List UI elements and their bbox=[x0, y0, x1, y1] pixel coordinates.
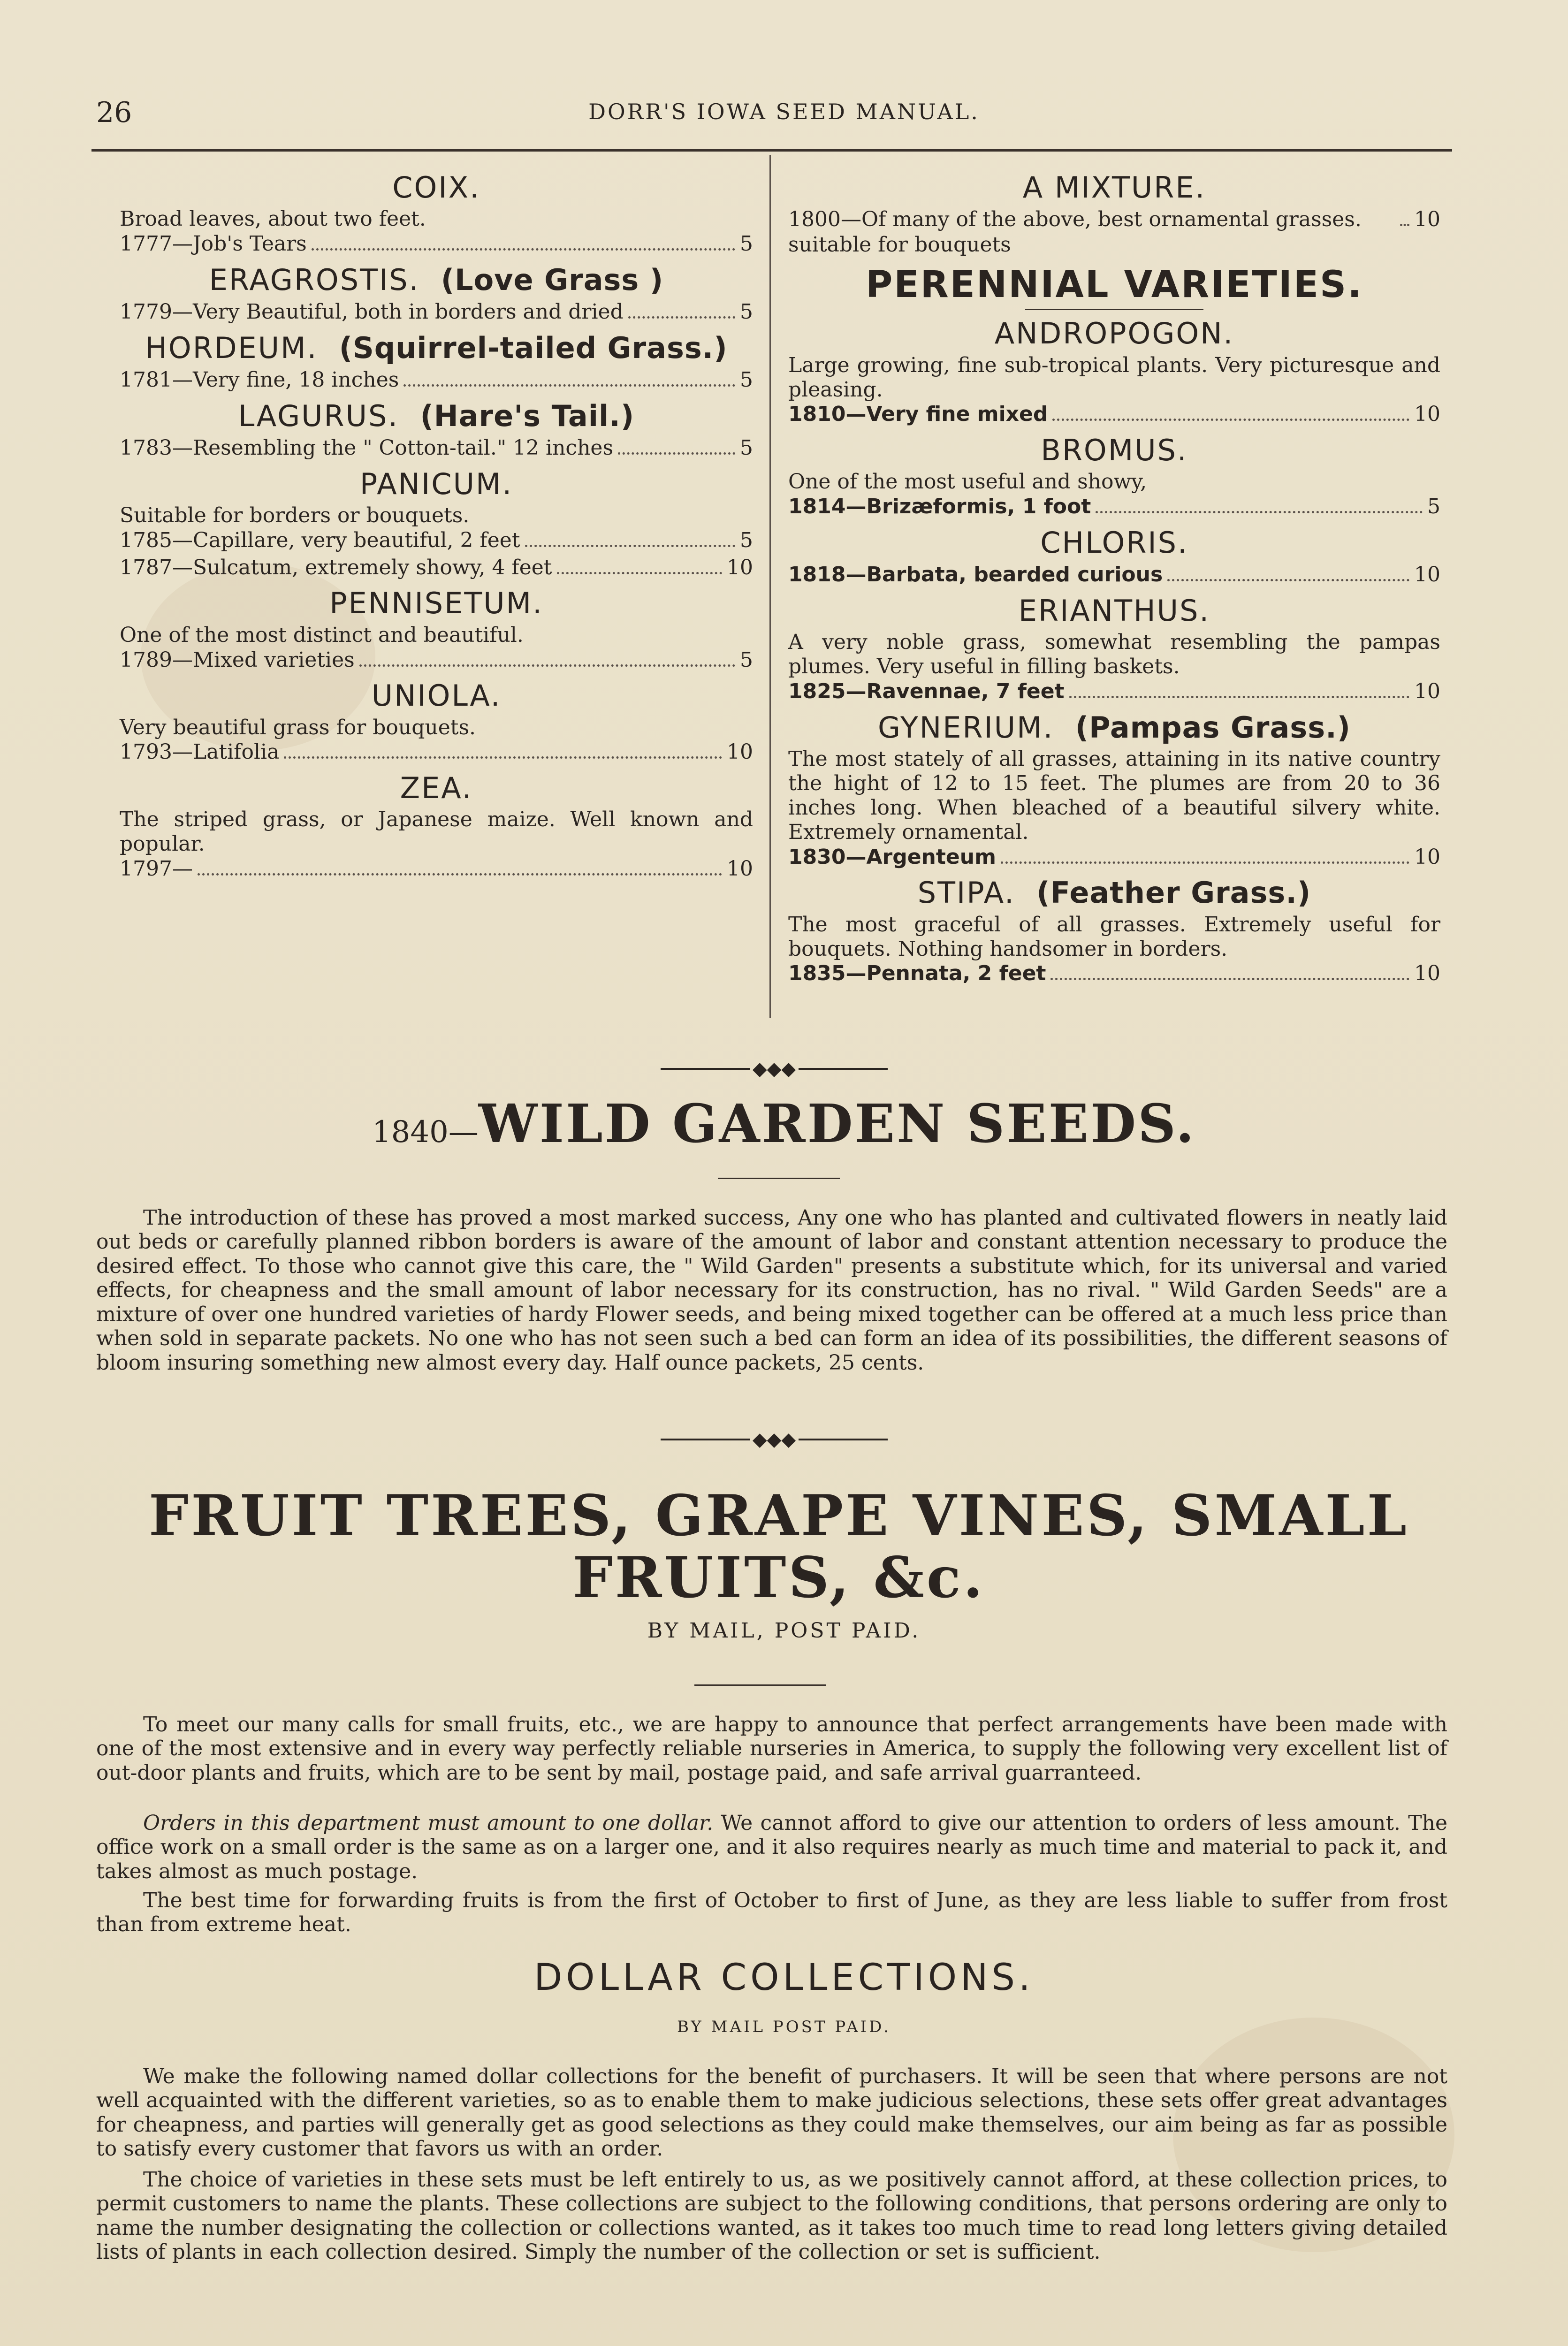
header-rule bbox=[91, 149, 1452, 152]
item-price: 5 bbox=[740, 528, 753, 552]
genus-heading bbox=[788, 711, 1440, 744]
genus-description: The most graceful of all grasses. Extremely useful for bouquets. Nothing handsomer in borders. bbox=[788, 912, 1440, 961]
item-price: 10 bbox=[1414, 845, 1440, 869]
genus-heading: ANDROPOGON. bbox=[994, 316, 1234, 351]
genus-name: LAGURUS. bbox=[238, 398, 399, 433]
genus-heading bbox=[120, 399, 753, 433]
genus-heading: BROMUS. bbox=[1041, 433, 1188, 468]
item-price: 10 bbox=[727, 857, 753, 881]
leader-dots bbox=[1400, 224, 1409, 226]
genus-common-name: (Squirrel-tailed Grass.) bbox=[339, 330, 728, 365]
item-price: 10 bbox=[1414, 961, 1440, 986]
leader-dots bbox=[284, 756, 722, 759]
item-price: 10 bbox=[727, 740, 753, 764]
wild-garden-heading bbox=[0, 1093, 1568, 1155]
item-price: 10 bbox=[727, 555, 753, 579]
item-text: 1835—Pennata, 2 feet bbox=[788, 961, 1046, 986]
item-price: 10 bbox=[1414, 402, 1440, 427]
item-price: 5 bbox=[740, 232, 753, 256]
dollar-subtitle: BY MAIL POST PAID. bbox=[677, 2018, 891, 2036]
seed-item bbox=[788, 207, 1440, 257]
item-price: 10 bbox=[1414, 679, 1440, 704]
page-number: 26 bbox=[96, 96, 132, 129]
genus-description: One of the most distinct and beautiful. bbox=[120, 623, 524, 647]
section-rule bbox=[718, 1178, 840, 1179]
column-divider bbox=[769, 155, 771, 1018]
seed-item bbox=[120, 856, 753, 882]
running-title: DORR'S IOWA SEED MANUAL. bbox=[588, 99, 980, 124]
item-text: 1800—Of many of the above, best ornamental grasses. suitable for bouquets bbox=[788, 207, 1362, 257]
ornament-diamonds: ◆◆◆ bbox=[752, 1429, 796, 1450]
leader-dots bbox=[557, 572, 723, 574]
genus-heading: A MIXTURE. bbox=[1022, 170, 1206, 205]
genus-description: Large growing, fine sub-tropical plants. Very picturesque and pleasing. bbox=[788, 353, 1440, 402]
leader-dots bbox=[628, 316, 735, 319]
right-column bbox=[788, 164, 1440, 988]
leader-dots bbox=[312, 248, 735, 251]
seed-item bbox=[120, 231, 753, 257]
seed-item bbox=[120, 367, 753, 393]
leader-dots bbox=[525, 545, 735, 547]
ornament-line bbox=[661, 1068, 750, 1070]
item-text: 1779—Very Beautiful, both in borders and dried bbox=[120, 300, 624, 324]
ornament-diamonds: ◆◆◆ bbox=[752, 1058, 796, 1080]
item-text: 1825—Ravennae, 7 feet bbox=[788, 679, 1065, 704]
fruit-subtitle: BY MAIL, POST PAID. bbox=[647, 1619, 921, 1643]
genus-common-name: (Feather Grass.) bbox=[1036, 876, 1311, 910]
item-price: 10 bbox=[1414, 563, 1440, 587]
item-text: 1818—Barbata, bearded curious bbox=[788, 563, 1163, 587]
leader-dots bbox=[1069, 696, 1409, 698]
item-text: 1810—Very fine mixed bbox=[788, 402, 1048, 427]
genus-name: HORDEUM. bbox=[145, 330, 318, 365]
genus-common-name: (Hare's Tail.) bbox=[420, 398, 635, 433]
genus-heading: PANICUM. bbox=[359, 466, 513, 501]
item-text: 1789—Mixed varieties bbox=[120, 647, 355, 672]
genus-common-name: (Pampas Grass.) bbox=[1075, 710, 1351, 745]
seed-item bbox=[788, 845, 1440, 870]
item-text: 1814—Brizæformis, 1 foot bbox=[788, 495, 1091, 519]
item-price: 5 bbox=[1427, 495, 1440, 519]
ornament-divider bbox=[643, 1058, 906, 1080]
leader-dots bbox=[1052, 419, 1409, 421]
genus-common-name: (Love Grass ) bbox=[441, 262, 664, 297]
leader-dots bbox=[1167, 579, 1409, 581]
genus-description: A very noble grass, somewhat resembling the pampas plumes. Very useful in filling baskets. bbox=[788, 630, 1440, 679]
leader-dots bbox=[1001, 861, 1409, 864]
seed-item bbox=[120, 299, 753, 325]
fruit-paragraph-2 bbox=[96, 1811, 1447, 1883]
genus-heading bbox=[120, 331, 753, 365]
fruit-title: FRUIT TREES, GRAPE VINES, SMALL FRUITS, &c. bbox=[148, 1483, 1409, 1611]
seed-item bbox=[788, 402, 1440, 427]
dollar-title: DOLLAR COLLECTIONS. bbox=[534, 1957, 1034, 1999]
seed-item bbox=[788, 679, 1440, 704]
seed-item bbox=[788, 494, 1440, 519]
genus-description: The most stately of all grasses, attaining in its native country the hight of 12 to 15 feet. The plumes are from 20 to 36 inches long. When bleached of a beautiful silvery white. Extremely ornamental. bbox=[788, 747, 1440, 844]
seed-item bbox=[788, 961, 1440, 986]
dollar-paragraph-1: We make the following named dollar collections for the benefit of purchasers. It will be seen that where persons are not well acquainted with the different varieties, so as to enable them to make judicious selections, these sets offer great advantages for cheapness, and parties will generally get as good selections as they could make themselves, our aim being as far as possible to satisfy every customer that favors us with an order. bbox=[96, 2064, 1447, 2161]
seed-item bbox=[120, 528, 753, 553]
leader-dots bbox=[1050, 978, 1409, 980]
item-price: 5 bbox=[740, 436, 753, 460]
genus-heading: COIX. bbox=[392, 170, 480, 205]
genus-description: Suitable for borders or bouquets. bbox=[120, 503, 470, 528]
wild-garden-title: WILD GARDEN SEEDS. bbox=[478, 1093, 1196, 1155]
genus-description: One of the most useful and showy, bbox=[788, 470, 1147, 494]
seed-item bbox=[788, 562, 1440, 587]
perennial-heading: PERENNIAL VARIETIES. bbox=[866, 263, 1363, 306]
leader-dots bbox=[1096, 511, 1423, 513]
item-text: 1793—Latifolia bbox=[120, 740, 280, 764]
left-column bbox=[120, 164, 753, 884]
leader-dots bbox=[359, 664, 735, 667]
item-text: 1787—Sulcatum, extremely showy, 4 feet bbox=[120, 555, 552, 579]
section-rule bbox=[1025, 309, 1203, 310]
genus-name: STIPA. bbox=[917, 876, 1015, 910]
item-price: 5 bbox=[740, 300, 753, 324]
seed-item bbox=[120, 555, 753, 580]
item-text: 1781—Very fine, 18 inches bbox=[120, 368, 399, 392]
seed-item bbox=[120, 435, 753, 461]
leader-dots bbox=[618, 452, 735, 455]
ornament-line bbox=[799, 1068, 888, 1070]
leader-dots bbox=[403, 384, 735, 387]
genus-heading: ERIANTHUS. bbox=[1018, 593, 1210, 628]
genus-description: Very beautiful grass for bouquets. bbox=[120, 715, 476, 739]
dollar-paragraph-2: The choice of varieties in these sets must be left entirely to us, as we positively cannot afford, at these collection prices, to permit customers to name the plants. These collections are subject to the following conditions, that persons ordering are only to name the number designating the collection or collections wanted, as it takes too much time to read long letters giving detailed lists of plants in each collection desired. Simply the number of the collection or set is sufficient. bbox=[96, 2168, 1447, 2264]
genus-heading: PENNISETUM. bbox=[329, 586, 543, 621]
ornament-line bbox=[799, 1439, 888, 1440]
wild-garden-number: 1840— bbox=[372, 1115, 479, 1150]
ornament-line bbox=[661, 1439, 750, 1440]
item-price: 10 bbox=[1414, 207, 1440, 232]
fruit-paragraph-3: The best time for forwarding fruits is from the first of October to first of June, as they are less liable to suffer from frost than from extreme heat. bbox=[96, 1889, 1447, 1937]
genus-heading: ZEA. bbox=[400, 771, 473, 806]
genus-heading bbox=[788, 876, 1440, 909]
genus-name: ERAGROSTIS. bbox=[209, 262, 420, 297]
wild-garden-body: The introduction of these has proved a most marked success, Any one who has planted and cultivated flowers in neatly laid out beds or carefully planned ribbon borders is aware of the amount of labor and constant attention necessary to produce the desired effect. To those who cannot give this care, the " Wild Garden" presents a substitute which, for its universal and varied effects, for cheapness and the small amount of labor necessary for its construction, has no rival. " Wild Garden Seeds" are a mixture of over one hundred varieties of hardy Flower seeds, and being mixed together can be offered at a much less price than when sold in separate packets. No one who has not seen such a bed can form an idea of its possibilities, the different seasons of bloom insuring something new almost every day. Half ounce packets, 25 cents. bbox=[96, 1206, 1447, 1375]
item-text: 1785—Capillare, very beautiful, 2 feet bbox=[120, 528, 520, 552]
genus-description: The striped grass, or Japanese maize. Well known and popular. bbox=[120, 807, 753, 856]
genus-description: Broad leaves, about two feet. bbox=[120, 207, 426, 231]
seed-item bbox=[120, 739, 753, 765]
item-text: 1777—Job's Tears bbox=[120, 232, 307, 256]
fruit-paragraph-1: To meet our many calls for small fruits, etc., we are happy to announce that perfect arrangements have been made with one of the most extensive and in every way perfectly reliable nurseries in America, to supply the following very excellent list of out-door plants and fruits, which are to be sent by mail, postage paid, and safe arrival guarranteed. bbox=[96, 1713, 1447, 1785]
genus-heading: CHLORIS. bbox=[1040, 525, 1188, 560]
item-price: 5 bbox=[740, 647, 753, 672]
item-text: 1830—Argenteum bbox=[788, 845, 996, 869]
item-text: 1783—Resembling the " Cotton-tail." 12 inches bbox=[120, 436, 614, 460]
genus-heading: UNIOLA. bbox=[371, 678, 502, 713]
item-text: 1797— bbox=[120, 857, 193, 881]
ornament-divider bbox=[643, 1429, 906, 1450]
genus-name: GYNERIUM. bbox=[877, 710, 1054, 745]
running-header bbox=[0, 96, 1568, 134]
section-rule bbox=[694, 1684, 826, 1686]
leader-dots bbox=[198, 873, 722, 876]
item-price: 5 bbox=[740, 368, 753, 392]
genus-heading bbox=[120, 263, 753, 297]
fruit-paragraph-2-rest: We cannot afford to give our attention to orders of less amount. The office work on a small order is the same as on a larger one, and it also requires nearly as much time and material to pack it, and takes almost as much postage. bbox=[96, 1811, 1447, 1883]
fruit-paragraph-2-italic: Orders in this department must amount to one dollar. bbox=[143, 1811, 714, 1835]
seed-item bbox=[120, 647, 753, 673]
